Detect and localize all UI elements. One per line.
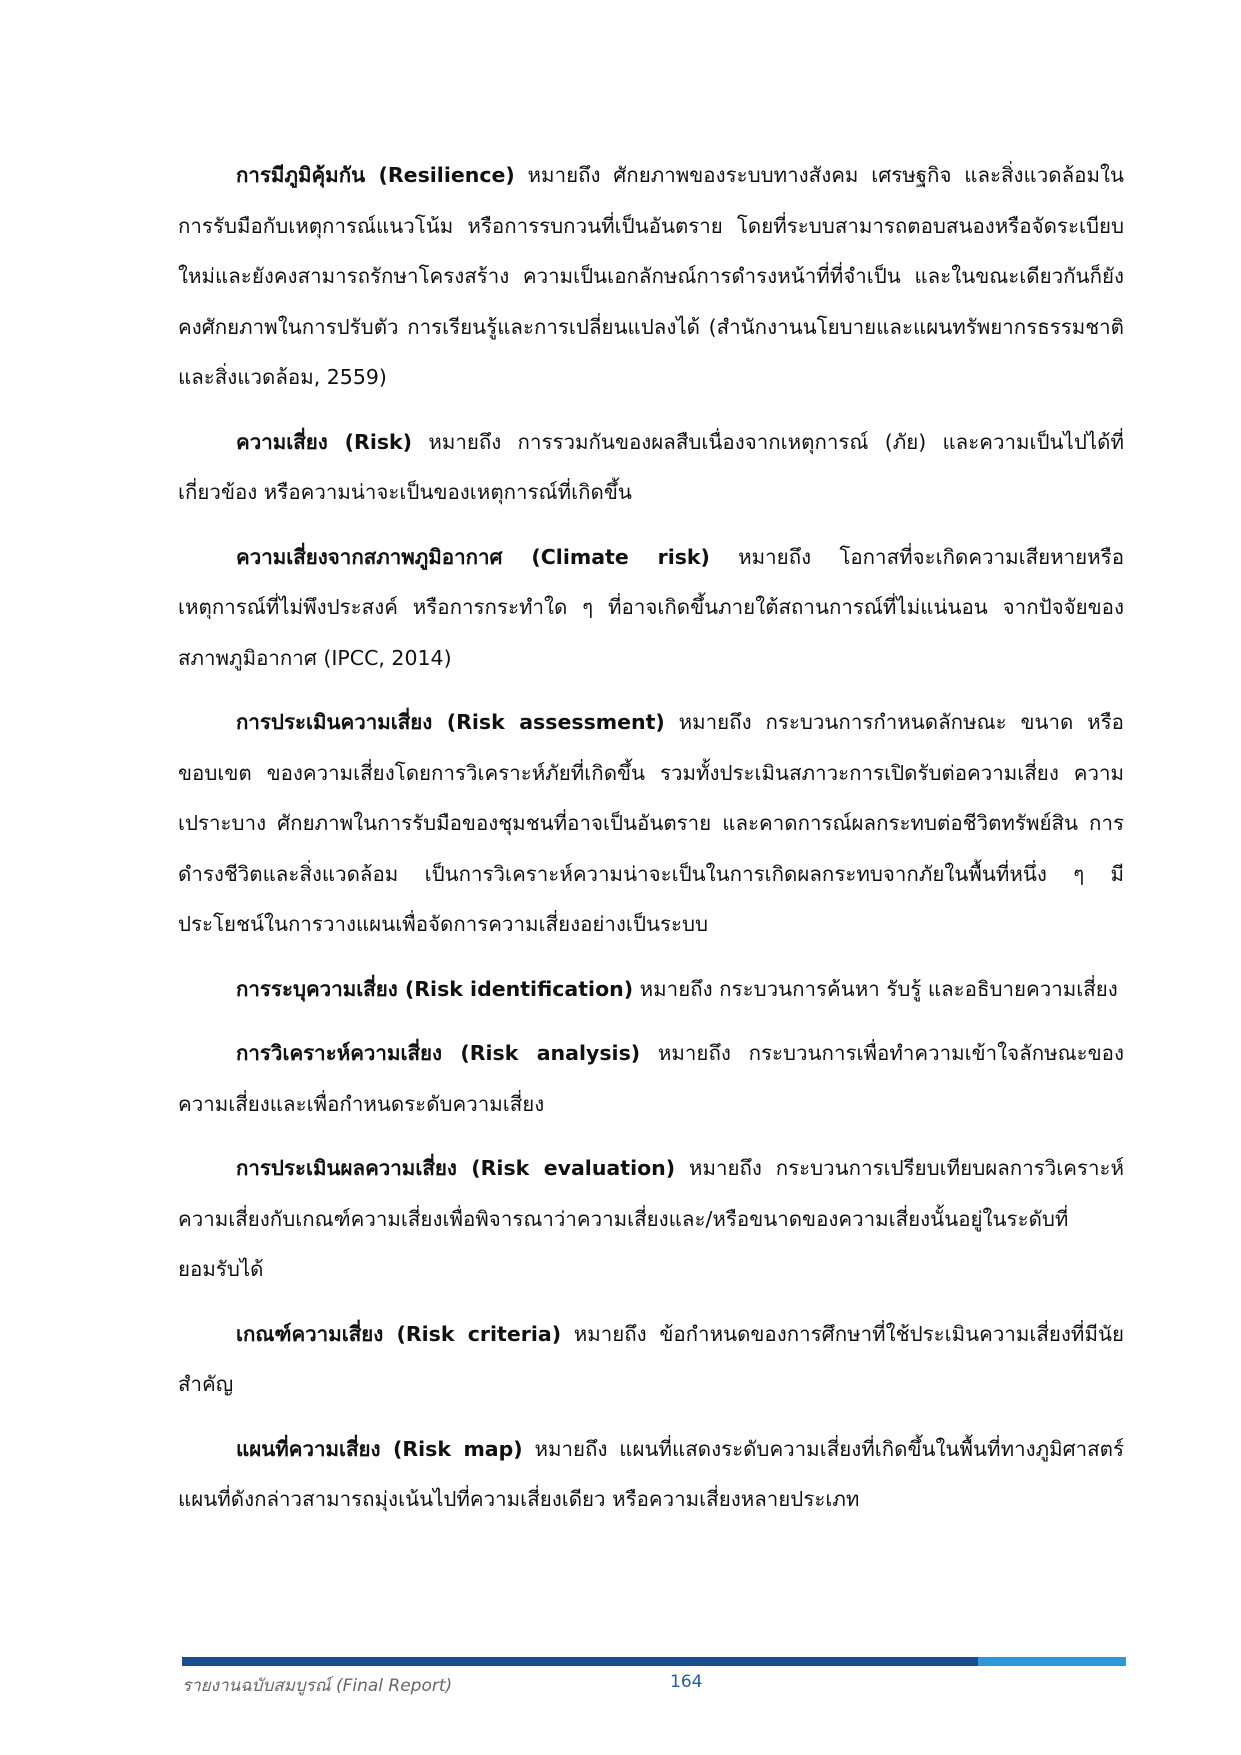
footer-bar-light-segment <box>978 1657 1126 1666</box>
term-risk-assessment: การประเมินความเสี่ยง (Risk assessment) <box>236 710 665 734</box>
definition-text-risk-analysis: หมายถึง กระบวนการเพื่อทำความเข้าใจลักษณะของความเสี่ยงและเพื่อกำหนดระดับความเสี่ยง <box>178 1041 1125 1116</box>
definition-text-resilience: หมายถึง ศักยภาพของระบบทางสังคม เศรษฐกิจ และสิ่งแวดล้อมในการรับมือกับเหตุการณ์แนวโน้ม หรือการรบกวนที่เป็นอันตราย โดยที่ระบบสามารถตอบสนองหรือจัดระเบียบใหม่และยังคงสามารถรักษาโครงสร้าง ความเป็นเอกลักษณ์การดำรงหน้าที่ที่จำเป็น และในขณะเดียวกันก็ยังคงศักยภาพในการปรับตัว การเรียนรู้และการเปลี่ยนแปลงได้ (สำนักงานนโยบายและแผนทรัพยากรธรรมชาติและสิ่งแวดล้อม, 2559) <box>178 163 1124 389</box>
definition-climate-risk <box>178 532 1124 684</box>
definition-risk <box>178 417 1124 518</box>
definition-resilience <box>178 150 1124 403</box>
definition-risk-assessment <box>178 697 1124 950</box>
term-resilience: การมีภูมิคุ้มกัน (Resilience) <box>236 163 515 187</box>
definition-text-climate-risk: หมายถึง โอกาสที่จะเกิดความเสียหายหรือเหตุการณ์ที่ไม่พึงประสงค์ หรือการกระทำใด ๆ ที่อาจเกิดขึ้นภายใต้สถานการณ์ที่ไม่แน่นอน จากปัจจัยของสภาพภูมิอากาศ (IPCC, 2014) <box>178 544 1125 670</box>
term-risk: ความเสี่ยง (Risk) <box>236 429 413 454</box>
definition-risk-criteria <box>178 1309 1124 1410</box>
footer-bar-dark-segment <box>182 1657 978 1666</box>
term-climate-risk: ความเสี่ยงจากสภาพภูมิอากาศ (Climate risk) <box>236 544 710 569</box>
definition-text-risk: หมายถึง การรวมกันของผลสืบเนื่องจากเหตุการณ์ (ภัย) และความเป็นไปได้ที่เกี่ยวข้อง หรือความน่าจะเป็นของเหตุการณ์ที่เกิดขึ้น <box>178 429 1125 504</box>
definition-text-risk-criteria: หมายถึง ข้อกำหนดของการศึกษาที่ใช้ประเมินความเสี่ยงที่มีนัยสำคัญ <box>178 1321 1124 1396</box>
term-risk-analysis: การวิเคราะห์ความเสี่ยง (Risk analysis) <box>236 1041 641 1065</box>
definition-text-risk-identification: หมายถึง กระบวนการค้นหา รับรู้ และอธิบายความเสี่ยง <box>633 976 1118 1001</box>
definition-text-risk-map: หมายถึง แผนที่แสดงระดับความเสี่ยงที่เกิดขึ้นในพื้นที่ทางภูมิศาสตร์ แผนที่ดังกล่าวสามารถมุ่งเน้นไปที่ความเสี่ยงเดียว หรือความเสี่ยงหลายประเภท <box>178 1436 1124 1511</box>
footer-bar <box>182 1657 1126 1666</box>
footer-report-title: รายงานฉบับสมบูรณ์ (Final Report) <box>182 1676 453 1696</box>
definition-text-risk-evaluation: หมายถึง กระบวนการเปรียบเทียบผลการวิเคราะห์ความเสี่ยงกับเกณฑ์ความเสี่ยงเพื่อพิจารณาว่าความเสี่ยงและ/หรือขนาดของความเสี่ยงนั้นอยู่ในระดับที่ยอมรับได้ <box>178 1156 1124 1281</box>
definitions-section <box>178 150 1124 1539</box>
definition-text-risk-assessment: หมายถึง กระบวนการกำหนดลักษณะ ขนาด หรือขอบเขต ของความเสี่ยงโดยการวิเคราะห์ภัยที่เกิดขึ้น รวมทั้งประเมินสภาวะการเปิดรับต่อความเสี่ยง ความเปราะบาง ศักยภาพในการรับมือของชุมชนที่อาจเป็นอันตราย และคาดการณ์ผลกระทบต่อชีวิตทรัพย์สิน การดำรงชีวิตและสิ่งแวดล้อม เป็นการวิเคราะห์ความน่าจะเป็นในการเกิดผลกระทบจากภัยในพื้นที่หนึ่ง ๆ มีประโยชน์ในการวางแผนเพื่อจัดการความเสี่ยงอย่างเป็นระบบ <box>178 710 1124 936</box>
definition-risk-map <box>178 1424 1124 1525</box>
page-number: 164 <box>670 1672 703 1692</box>
term-risk-identification: การระบุความเสี่ยง (Risk identification) <box>236 976 634 1001</box>
term-risk-criteria: เกณฑ์ความเสี่ยง (Risk criteria) <box>236 1321 562 1346</box>
term-risk-map: แผนที่ความเสี่ยง (Risk map) <box>236 1436 523 1461</box>
definition-risk-analysis <box>178 1028 1124 1129</box>
definition-risk-identification <box>178 964 1124 1015</box>
definition-risk-evaluation <box>178 1143 1124 1295</box>
term-risk-evaluation: การประเมินผลความเสี่ยง (Risk evaluation) <box>236 1156 676 1180</box>
